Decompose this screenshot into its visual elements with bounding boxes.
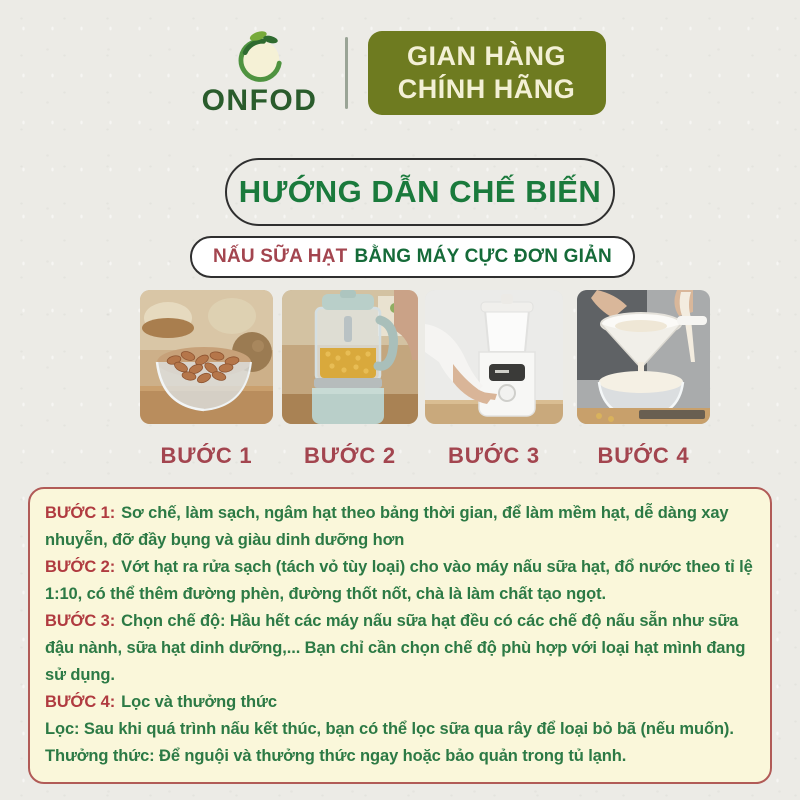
mint-blender-photo-art bbox=[282, 290, 418, 424]
instruction-filter-note bbox=[45, 716, 755, 743]
badge-line-2: CHÍNH HÃNG bbox=[397, 74, 576, 104]
brand-logo bbox=[195, 28, 325, 118]
instruction-step-3-text: Chọn chế độ: Hầu hết các máy nấu sữa hạt đều có các chế độ nấu sẵn như sữa đậu nành, sữa hạt dinh dưỡng,... Bạn chỉ cần chọn chế độ phù hợp với loại hạt mình đang sử dụng. bbox=[45, 612, 746, 684]
step-2-label: BƯỚC 2 bbox=[304, 443, 396, 468]
instruction-step-1-label: BƯỚC 1: bbox=[45, 504, 116, 522]
soaked-nuts-photo-art bbox=[140, 290, 273, 424]
instruction-enjoy-note bbox=[45, 743, 755, 770]
section-title: HƯỚNG DẪN CHẾ BIẾN bbox=[238, 174, 602, 209]
instruction-step-4 bbox=[45, 689, 755, 716]
instruction-filter-text: Lọc: Sau khi quá trình nấu kết thúc, bạn có thể lọc sữa qua rây để loại bỏ bã (nếu muốn). bbox=[45, 720, 734, 738]
strain-milk-photo-art bbox=[577, 290, 710, 424]
instruction-step-4-label: BƯỚC 4: bbox=[45, 693, 116, 711]
subtitle-red-part: NẤU SỮA HẠT bbox=[213, 246, 348, 267]
official-store-badge bbox=[368, 31, 606, 115]
step-4-label: BƯỚC 4 bbox=[597, 443, 690, 468]
header bbox=[0, 28, 800, 118]
badge-line-1: GIAN HÀNG bbox=[407, 41, 566, 72]
step-3-photo bbox=[425, 290, 563, 424]
step-3-label: BƯỚC 3 bbox=[448, 443, 540, 468]
instruction-step-2-text: Vớt hạt ra rửa sạch (tách vỏ tùy loại) cho vào máy nấu sữa hạt, đổ nước theo tỉ lệ 1:10, có thể thêm đường phèn, đường thốt nốt, chà là làm chất tạo ngọt. bbox=[45, 558, 753, 603]
leaf-swirl-icon bbox=[232, 28, 288, 86]
instruction-step-3-label: BƯỚC 3: bbox=[45, 612, 116, 630]
step-4-photo bbox=[577, 290, 710, 424]
subtitle-green-part: BẰNG MÁY CỰC ĐƠN GIẢN bbox=[354, 246, 612, 267]
instruction-step-1-text: Sơ chế, làm sạch, ngâm hạt theo bảng thời gian, để làm mềm hạt, dễ dàng xay nhuyễn, đỡ đầy bụng và giàu dinh dưỡng hơn bbox=[45, 504, 729, 549]
instruction-step-3 bbox=[45, 608, 755, 689]
header-divider bbox=[345, 37, 348, 109]
white-blender-photo-art bbox=[425, 290, 563, 424]
step-1-photo bbox=[140, 290, 273, 424]
instruction-step-4-text: Lọc và thưởng thức bbox=[121, 693, 277, 711]
step-2-photo bbox=[282, 290, 418, 424]
subtitle-pill bbox=[190, 236, 635, 278]
section-title-pill bbox=[225, 158, 615, 226]
instruction-step-1 bbox=[45, 500, 755, 554]
instruction-enjoy-text: Thưởng thức: Để nguội và thưởng thức ngay hoặc bảo quản trong tủ lạnh. bbox=[45, 747, 627, 765]
step-1-label: BƯỚC 1 bbox=[160, 443, 253, 468]
instruction-step-2 bbox=[45, 554, 755, 608]
instructions-box bbox=[28, 487, 772, 784]
brand-name: ONFOD bbox=[201, 84, 318, 117]
instruction-step-2-label: BƯỚC 2: bbox=[45, 558, 116, 576]
